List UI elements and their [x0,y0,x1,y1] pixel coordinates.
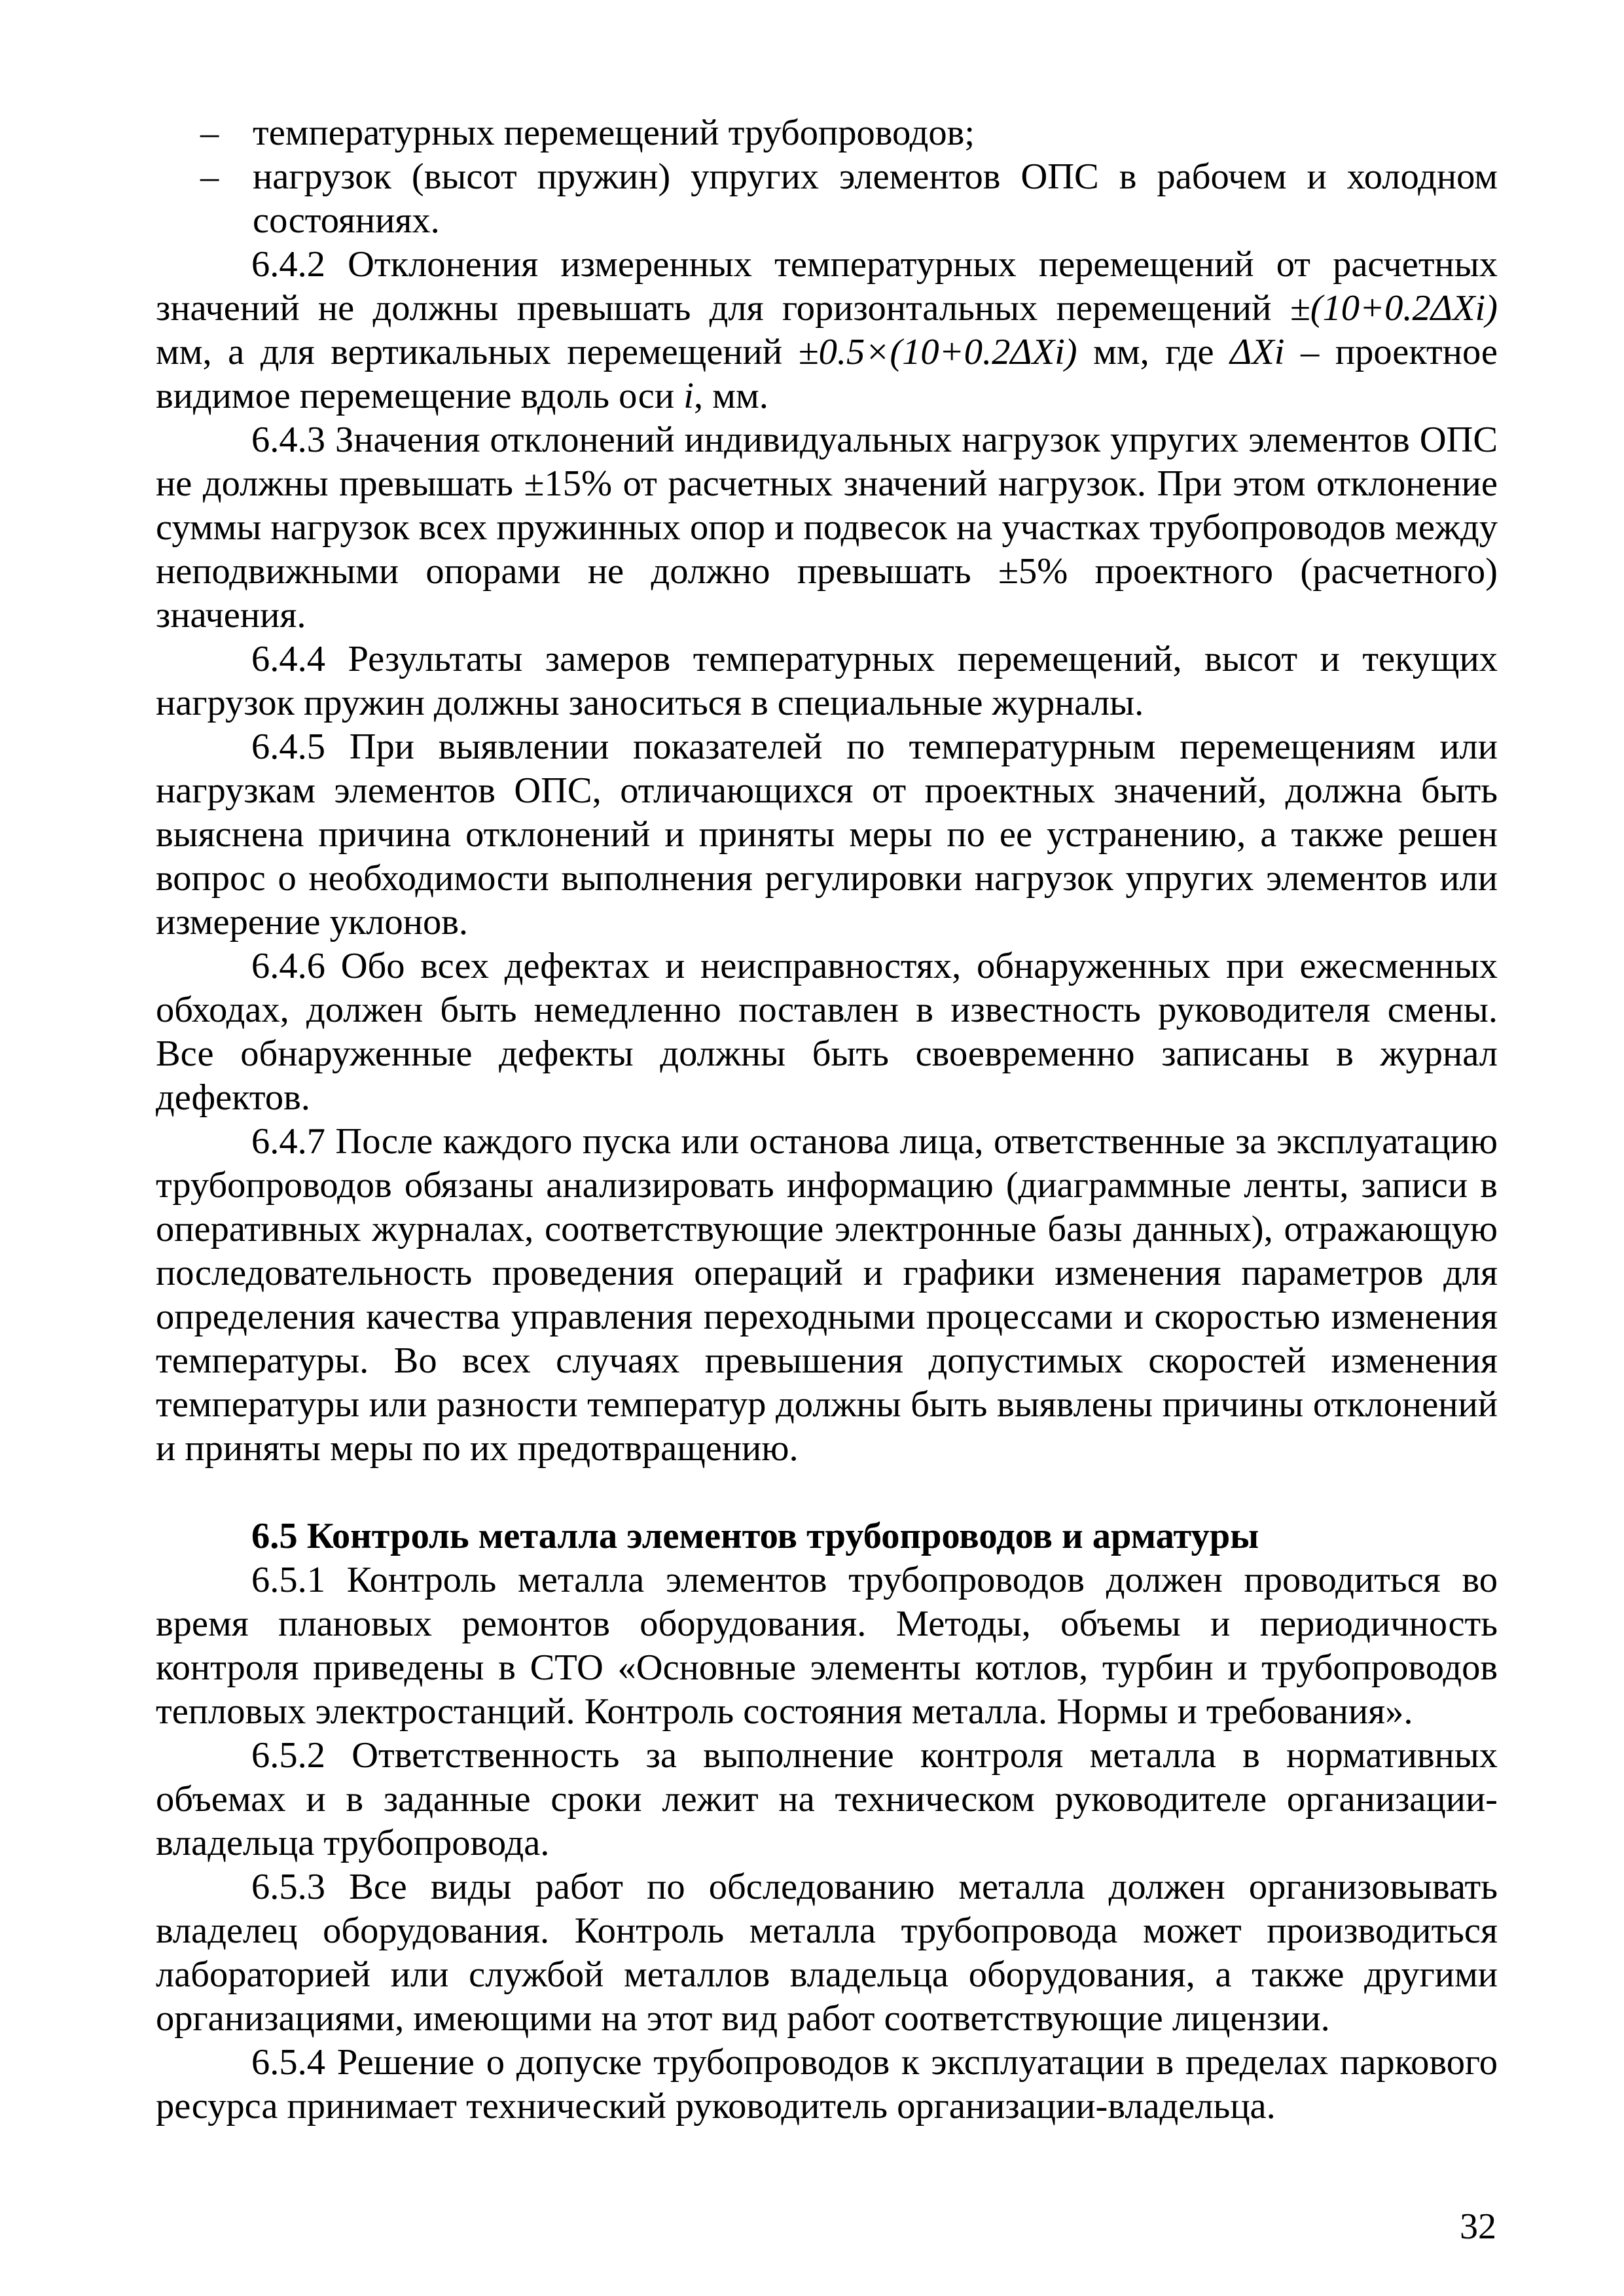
paragraph-text: мм, где [1077,332,1231,372]
paragraph-6-4-4: 6.4.4 Результаты замеров температурных перемещений, высот и текущих нагрузок пружин должны заноситься в специальные журналы. [156,639,1498,723]
paragraph-6-4-5: 6.4.5 При выявлении показателей по температурным перемещениям или нагрузкам элементов ОПС, отличающихся от проектных значений, должна быть выяснена причина отклонений и приняты меры по ее устранению, а также решен вопрос о необходимости выполнения регулировки нагрузок упругих элементов или измерение уклонов. [156,726,1498,942]
paragraph-6-5-4: 6.5.4 Решение о допуске трубопроводов к эксплуатации в пределах паркового ресурса принимает технический руководитель организации-владельца. [156,2042,1498,2126]
document-body [156,111,1498,2128]
paragraph-6-5-2: 6.5.2 Ответственность за выполнение контроля металла в нормативных объемах и в заданные сроки лежит на техническом руководителе организации-владельца трубопровода. [156,1735,1498,1863]
paragraph-6-5-1: 6.5.1 Контроль металла элементов трубопроводов должен проводиться во время плановых ремонтов оборудования. Методы, объемы и периодичность контроля приведены в СТО «Основные элементы котлов, турбин и трубопроводов тепловых электростанций. Контроль состояния металла. Нормы и требования». [156,1560,1498,1732]
bullet-item [156,155,1498,243]
paragraph-text: мм, а для вертикальных перемещений [156,332,799,372]
bullet-text: нагрузок (высот пружин) упругих элементов ОПС в рабочем и холодном состояниях. [253,156,1498,241]
paragraph-6-4-6: 6.4.6 Обо всех дефектах и неисправностях, обнаруженных при ежесменных обходах, должен быть немедленно поставлен в известность руководителя смены. Все обнаруженные дефекты должны быть своевременно записаны в журнал дефектов. [156,946,1498,1118]
paragraph-text: , мм. [693,376,768,416]
paragraph-6-4-7: 6.4.7 После каждого пуска или останова лица, ответственные за эксплуатацию трубопроводов обязаны анализировать информацию (диаграммные ленты, записи в оперативных журналах, соответствующие электронные базы данных), отражающую последовательность проведения операций и графики изменения параметров для определения качества управления переходными процессами и скоростью изменения температуры. Во всех случаях превышения допустимых скоростей изменения температуры или разности температур должны быть выявлены причины отклонений и приняты меры по их предотвращению. [156,1121,1498,1469]
bullet-item [156,111,1498,155]
paragraph-text: – проектное видимое перемещение вдоль оси [156,332,1498,416]
dash-marker: – [200,156,219,197]
paragraph-text: 6.4.2 Отклонения измеренных температурных перемещений от расчетных значений не должны превышать для горизонтальных перемещений [156,244,1498,329]
dash-marker: – [200,113,219,153]
paragraph-6-4-2 [156,243,1498,418]
section-heading-6-5: 6.5 Контроль металла элементов трубопроводов и арматуры [251,1516,1259,1556]
formula-delta-x: ΔXi [1230,332,1285,372]
paragraph-6-5-3: 6.5.3 Все виды работ по обследованию металла должен организовывать владелец оборудования. Контроль металла трубопровода может производиться лабораторией или службой металлов владельца оборудования, а также другими организациями, имеющими на этот вид работ соответствующие лицензии. [156,1867,1498,2039]
page-number: 32 [1460,2206,1496,2247]
formula-vertical: ±0.5×(10+0.2ΔXi) [798,332,1077,372]
paragraph-6-4-3: 6.4.3 Значения отклонений индивидуальных нагрузок упругих элементов ОПС не должны превышать ±15% от расчетных значений нагрузок. При этом отклонение суммы нагрузок всех пружинных опор и подвесок на участках трубопроводов между неподвижными опорами не должно превышать ±5% проектного (расчетного) значения. [156,420,1498,636]
formula-horizontal: ±(10+0.2ΔXi) [1290,288,1498,329]
bullet-text: температурных перемещений трубопроводов; [253,113,975,153]
axis-symbol: i [683,376,694,416]
